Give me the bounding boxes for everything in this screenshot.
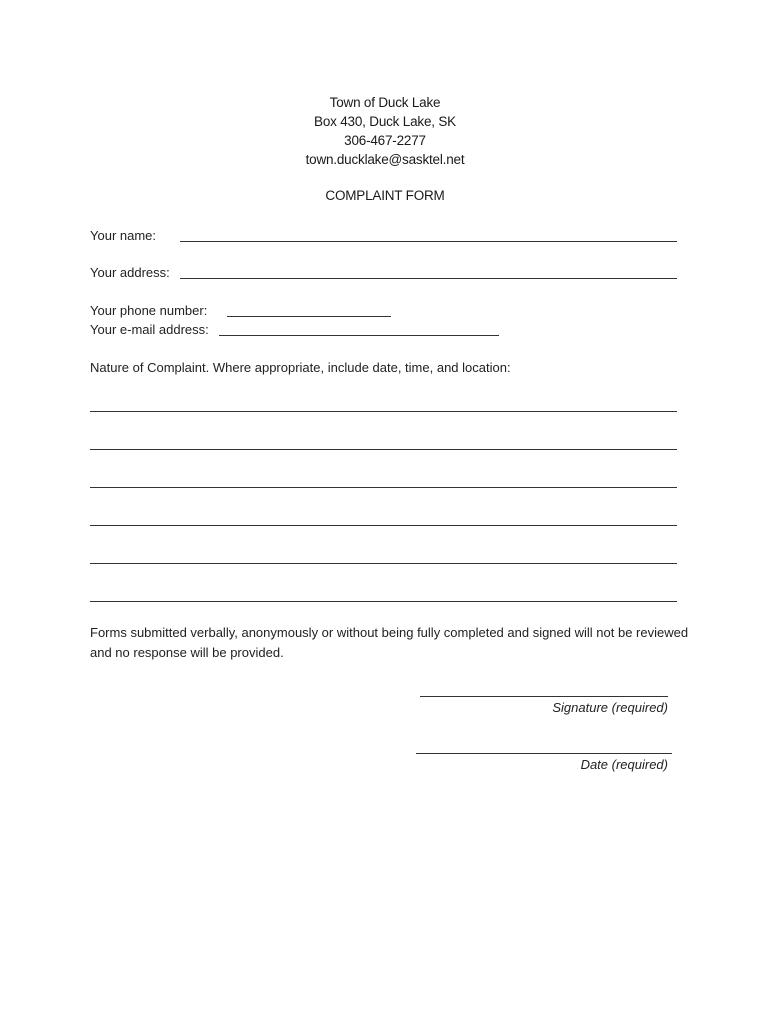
phone-label: Your phone number:: [90, 303, 208, 318]
complaint-line[interactable]: [90, 525, 677, 526]
nature-of-complaint-label: Nature of Complaint. Where appropriate, include date, time, and location:: [90, 360, 511, 375]
phone-field[interactable]: [227, 316, 391, 317]
complaint-line[interactable]: [90, 449, 677, 450]
letterhead: [0, 93, 770, 169]
org-phone: 306-467-2277: [344, 133, 426, 148]
name-label: Your name:: [90, 228, 157, 243]
complaint-line[interactable]: [90, 411, 677, 412]
org-address: Box 430, Duck Lake, SK: [314, 114, 456, 129]
email-field[interactable]: [219, 335, 499, 336]
email-label: Your e-mail address:: [90, 322, 209, 337]
org-name: Town of Duck Lake: [329, 95, 441, 110]
form-title: COMPLAINT FORM: [325, 188, 445, 203]
org-email: town.ducklake@sasktel.net: [305, 152, 465, 167]
complaint-line[interactable]: [90, 601, 677, 602]
submission-notice: Forms submitted verbally, anonymously or without being fully completed and signed will not be reviewed and no response will be provided.: [90, 625, 689, 660]
date-field[interactable]: [416, 753, 672, 754]
signature-field[interactable]: [420, 696, 668, 697]
complaint-line[interactable]: [90, 487, 677, 488]
address-label: Your address:: [90, 265, 170, 280]
signature-caption: Signature (required): [552, 700, 668, 715]
complaint-line[interactable]: [90, 563, 677, 564]
address-field[interactable]: [180, 278, 677, 279]
name-field[interactable]: [180, 241, 677, 242]
date-caption: Date (required): [580, 757, 668, 772]
